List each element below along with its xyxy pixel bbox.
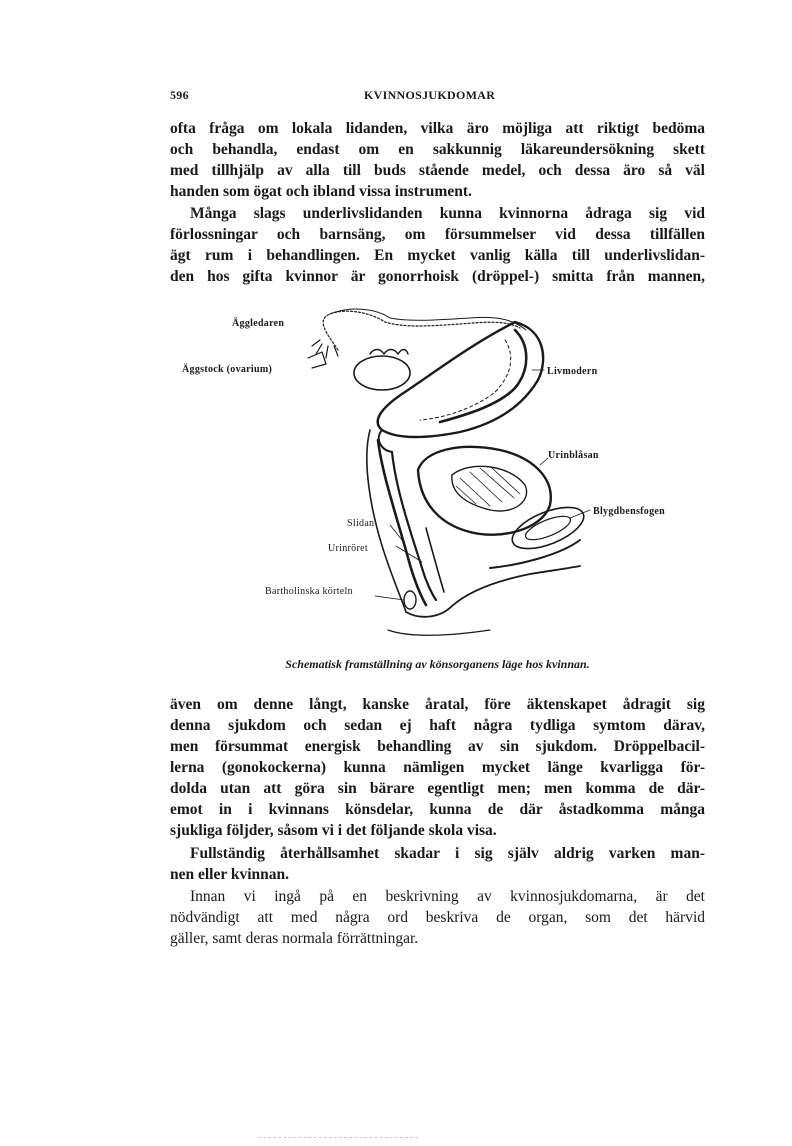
- fimbriae: [308, 340, 338, 368]
- text-line: den hos gifta kvinnor är gonorrhoisk (dröppel-) smitta från mannen,: [170, 268, 705, 285]
- label-aggstock: Äggstock (ovarium): [182, 364, 273, 375]
- text-line: nen eller kvinnan.: [170, 866, 290, 883]
- text-line: men försummat energisk behandling av sin sjukdom. Dröppelbacil-: [170, 738, 705, 755]
- figure-caption: Schematisk framställning av könsorganens läge hos kvinnan.: [285, 657, 590, 671]
- label-bartholinska: Bartholinska körteln: [265, 586, 353, 597]
- paragraph-5: [170, 886, 705, 949]
- leader-urinblasan: [540, 458, 548, 465]
- bartholin-gland: [404, 591, 416, 609]
- fallopian-tube: [323, 311, 520, 350]
- text-line: lerna (gonokockerna) kunna nämligen mycket länge kvarligga för-: [170, 759, 705, 776]
- pubic-symphysis-inner: [523, 512, 573, 545]
- paragraph-2: [170, 203, 705, 287]
- text-line: emot in i kvinnans könsdelar, kunna de där åstadkomma många: [170, 801, 705, 818]
- text-line: sjukliga följder, såsom vi i det följande skola visa.: [170, 822, 497, 839]
- bladder-inner: [452, 466, 527, 511]
- label-urinblasan: Urinblåsan: [548, 450, 599, 461]
- page-number: 596: [170, 88, 189, 102]
- text-line: Fullständig återhållsamhet skadar i sig själv aldrig varken man-: [190, 845, 705, 862]
- text-line: denna sjukdom och sedan ej haft några tydliga symtom därav,: [170, 717, 705, 734]
- scan-artifact: [258, 1137, 418, 1140]
- ovary-ligament: [370, 350, 408, 355]
- perineum-curve: [388, 630, 490, 635]
- bladder-outer: [418, 447, 551, 535]
- urethra: [426, 528, 444, 592]
- text-line: med tillhjälp av alla till buds stående medel, och dessa äro så väl: [170, 162, 705, 179]
- text-line: gäller, samt deras normala förrättningar.: [170, 930, 419, 947]
- label-urinroret: Urinröret: [328, 543, 368, 554]
- pubic-bone: [490, 540, 580, 568]
- text-line: Många slags underlivslidanden kunna kvinnorna ådraga sig vid: [190, 205, 705, 222]
- text-line: ägt rum i behandlingen. En mycket vanlig källa till underlivslidan-: [170, 247, 705, 264]
- running-title: KVINNOSJUKDOMAR: [364, 88, 496, 102]
- text-line: ofta fråga om lokala lidanden, vilka äro möjliga att riktigt bedöma: [170, 120, 705, 137]
- label-livmodern: Livmodern: [547, 366, 598, 377]
- vagina-posterior: [378, 440, 426, 605]
- label-aggledaren: Äggledaren: [232, 318, 285, 329]
- ovary: [354, 356, 410, 390]
- anatomy-figure: [170, 300, 705, 650]
- text-line: Innan vi ingå på en beskrivning av kvinnosjukdomarna, är det: [190, 888, 705, 905]
- text-line: även om denne långt, kanske åratal, före äktenskapet ådragit sig: [170, 696, 705, 713]
- text-line: handen som ögat och ibland vissa instrument.: [170, 183, 472, 200]
- text-line: och behandla, endast om en sakkunnig läkareundersökning skett: [170, 141, 705, 158]
- paragraph-3: [170, 694, 705, 841]
- paragraph-1: [170, 118, 705, 202]
- paragraph-4: [170, 843, 705, 885]
- text-line: dolda utan att göra sin bärare egentligt men; men komma de där-: [170, 780, 705, 797]
- page-header: [170, 88, 705, 106]
- anatomy-diagram: [170, 300, 705, 650]
- label-blygdbensfogen: Blygdbensfogen: [593, 506, 665, 517]
- text-line: nödvändigt att med några ord beskriva de organ, som det härvid: [170, 909, 705, 926]
- text-line: förlossningar och barnsäng, om försummelser vid dessa tillfällen: [170, 226, 705, 243]
- leader-blygdben: [570, 510, 590, 518]
- uterus-outer: [378, 322, 543, 437]
- label-slidan: Slidan: [347, 518, 375, 529]
